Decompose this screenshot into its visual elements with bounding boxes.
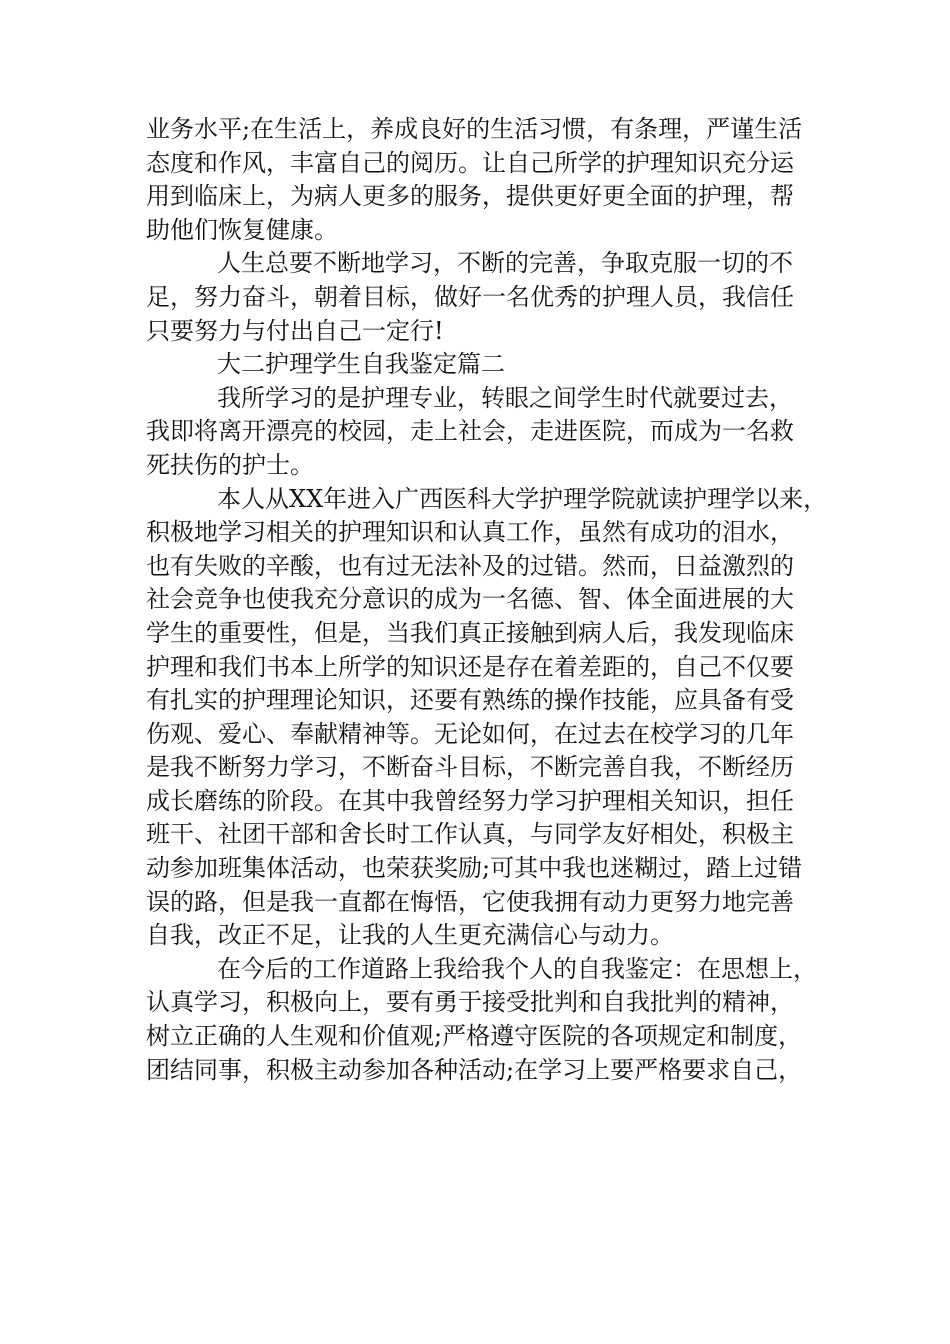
text-line: 只要努力与付出自己一定行! [146, 316, 444, 345]
text-line: 业务水平;在生活上，养成良好的生活习惯，有条理，严谨生活 [146, 115, 803, 143]
text-line: 社会竞争也使我充分意识的成为一名德、智、体全面进展的大 [146, 585, 794, 614]
text-line: 学生的重要性，但是，当我们真正接触到病人后，我发现临床 [146, 618, 794, 647]
text-line: 伤观、爱心、奉献精神等。无论如何，在过去在校学习的几年 [146, 719, 794, 748]
text-line: 态度和作风，丰富自己的阅历。让自己所学的护理知识充分运 [146, 148, 794, 177]
text-line: 误的路，但是我一直都在悔悟，它使我拥有动力更努力地完善 [146, 887, 794, 916]
text-line: 认真学习，积极向上，要有勇于接受批判和自我批判的精神， [146, 988, 794, 1017]
text-line: 有扎实的护理理论知识，还要有熟练的操作技能，应具备有受 [146, 686, 794, 715]
text-line: 我所学习的是护理专业，转眼之间学生时代就要过去， [217, 383, 793, 412]
text-line: 团结同事，积极主动参加各种活动;在学习上要严格要求自己， [146, 1055, 803, 1084]
text-line: 用到临床上，为病人更多的服务，提供更好更全面的护理，帮 [146, 182, 794, 211]
text-line: 在今后的工作道路上我给我个人的自我鉴定：在思想上， [217, 954, 817, 983]
text-line: 本人从XX年进入广西医科大学护理学院就读护理学以来， [217, 484, 828, 513]
text-line: 动参加班集体活动，也荣获奖励;可其中我也迷糊过，踏上过错 [146, 854, 803, 883]
text-line: 大二护理学生自我鉴定篇二 [217, 350, 505, 379]
text-line: 班干、社团干部和舍长时工作认真，与同学友好相处，积极主 [146, 820, 794, 849]
text-line: 我即将离开漂亮的校园，走上社会，走进医院，而成为一名救 [146, 417, 794, 446]
text-line: 足，努力奋斗，朝着目标，做好一名优秀的护理人员，我信任 [146, 282, 794, 311]
text-line: 树立正确的人生观和价值观;严格遵守医院的各项规定和制度， [146, 1022, 803, 1051]
text-line: 也有失败的辛酸，也有过无法补及的过错。然而，日益激烈的 [146, 551, 794, 580]
text-line: 助他们恢复健康。 [146, 215, 338, 244]
text-line: 积极地学习相关的护理知识和认真工作，虽然有成功的泪水， [146, 518, 794, 547]
text-line: 护理和我们书本上所学的知识还是存在着差距的，自己不仅要 [146, 652, 794, 681]
text-line: 人生总要不断地学习，不断的完善，争取克服一切的不 [217, 249, 793, 278]
text-line: 成长磨练的阶段。在其中我曾经努力学习护理相关知识，担任 [146, 786, 794, 815]
document-body [146, 113, 828, 1087]
text-line: 死扶伤的护士。 [146, 450, 314, 479]
text-line: 是我不断努力学习，不断奋斗目标，不断完善自我，不断经历 [146, 753, 794, 782]
text-line: 自我，改正不足，让我的人生更充满信心与动力。 [146, 921, 674, 950]
